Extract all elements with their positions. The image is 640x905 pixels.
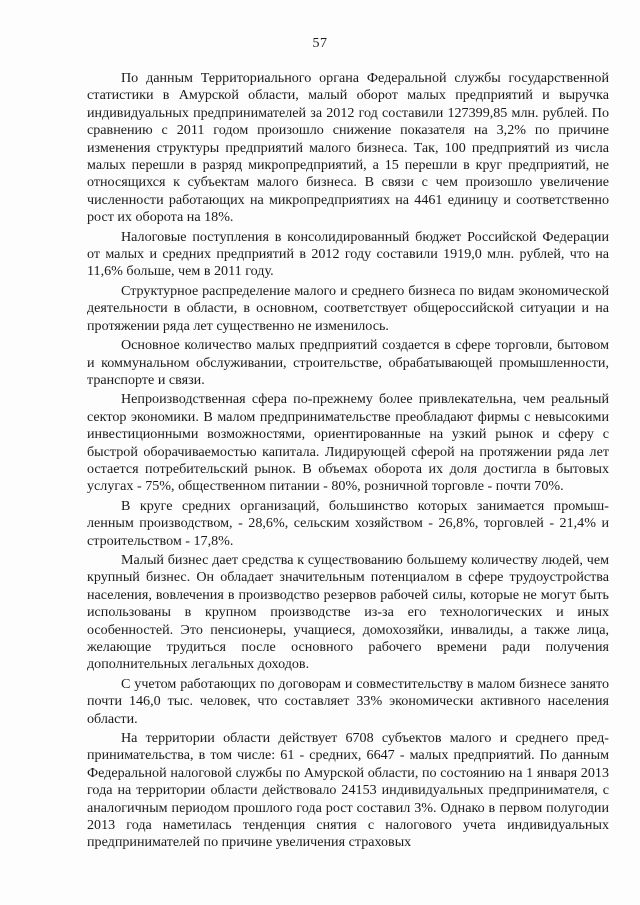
paragraph: В круге средних организаций, большинство которых занимается промышленным производством, - 28,6%, сельским хозяйством - 26,8%, торговлей - 21,4% и строительством - 17,8%. (87, 497, 609, 549)
paragraph: С учетом работающих по договорам и совместительству в малом бизнесе занято почти 146,0 тыс. человек, что составляет 33% экономически активного населения области. (87, 675, 609, 727)
paragraph: Структурное распределение малого и среднего бизнеса по видам экономической деятельности в области, в основном, соответствует общероссийской ситуации и на протяжении ряда лет существенно не изменилось. (87, 282, 609, 334)
paragraph: На территории области действует 6708 субъектов малого и среднего предпринимательства, в том числе: 61 - средних, 6647 - малых предприятий. По данным Федеральной налоговой службы по Амурской области, по состоянию на 1 января 2013 года на территории области действовало 24153 индивидуальных предпринимателя, с аналогичным периодом прошлого года рост составил 3%. Однако в первом полугодии 2013 года наметилась тенденция снятия с налогового учета индивидуальных предпринимателей по причине увеличения страховых (87, 730, 609, 851)
document-body (87, 70, 609, 852)
paragraph: По данным Территориального органа Федеральной службы государственной статистики в Амурской области, малый оборот малых предприятий и выручка индивидуальных предпринимателей за 2012 год составили 127399,85 млн. рублей. По сравнению с 2011 годом произошло снижение показателя на 3,2% по причине изменения структуры предприятий малого бизнеса. Так, 100 предприятий из числа малых перешли в разряд микропредприятий, а 15 перешли в круг предприятий, не относящихся к субъектам малого бизнеса. В связи с чем произошло увеличение численности работающих на микропредприятиях на 4461 единицу и соответственно рост их оборота на 18%. (87, 70, 609, 226)
paragraph: Малый бизнес дает средства к существованию большему количеству людей, чем крупный бизнес. Он обладает значительным потенциалом в сфере трудоустройства населения, вовлечения в производство резервов рабочей силы, которые не могут быть использованы в крупном производстве из-за его технологических и иных особенностей. Это пенсионеры, учащиеся, домохозяйки, инвалиды, а также лица, желающие трудиться после основного рабочего времени ради получения дополнительных легальных доходов. (87, 551, 609, 673)
page-number: 57 (312, 36, 328, 51)
paragraph: Непроизводственная сфера по-прежнему более привлекательна, чем реальный сектор экономики. В малом предпринимательстве преобладают фирмы с невысокими инвестиционными возможностями, ориентированные на узкий рынок и сферу с быстрой оборачиваемостью капитала. Лидирующей сферой на протяжении ряда лет остается потребительский рынок. В объемах оборота их доля достигла в бытовых услугах - 75%, общественном питании - 80%, розничной торговле - почти 70%. (87, 391, 609, 495)
paragraph: Налоговые поступления в консолидированный бюджет Российской Федерации от малых и средних предприятий в 2012 году составили 1919,0 млн. рублей, что на 11,6% больше, чем в 2011 году. (87, 228, 609, 280)
paragraph: Основное количество малых предприятий создается в сфере торговли, бытовом и коммунальном обслуживании, строительстве, обрабатывающей промышленности, транспорте и связи. (87, 337, 609, 388)
